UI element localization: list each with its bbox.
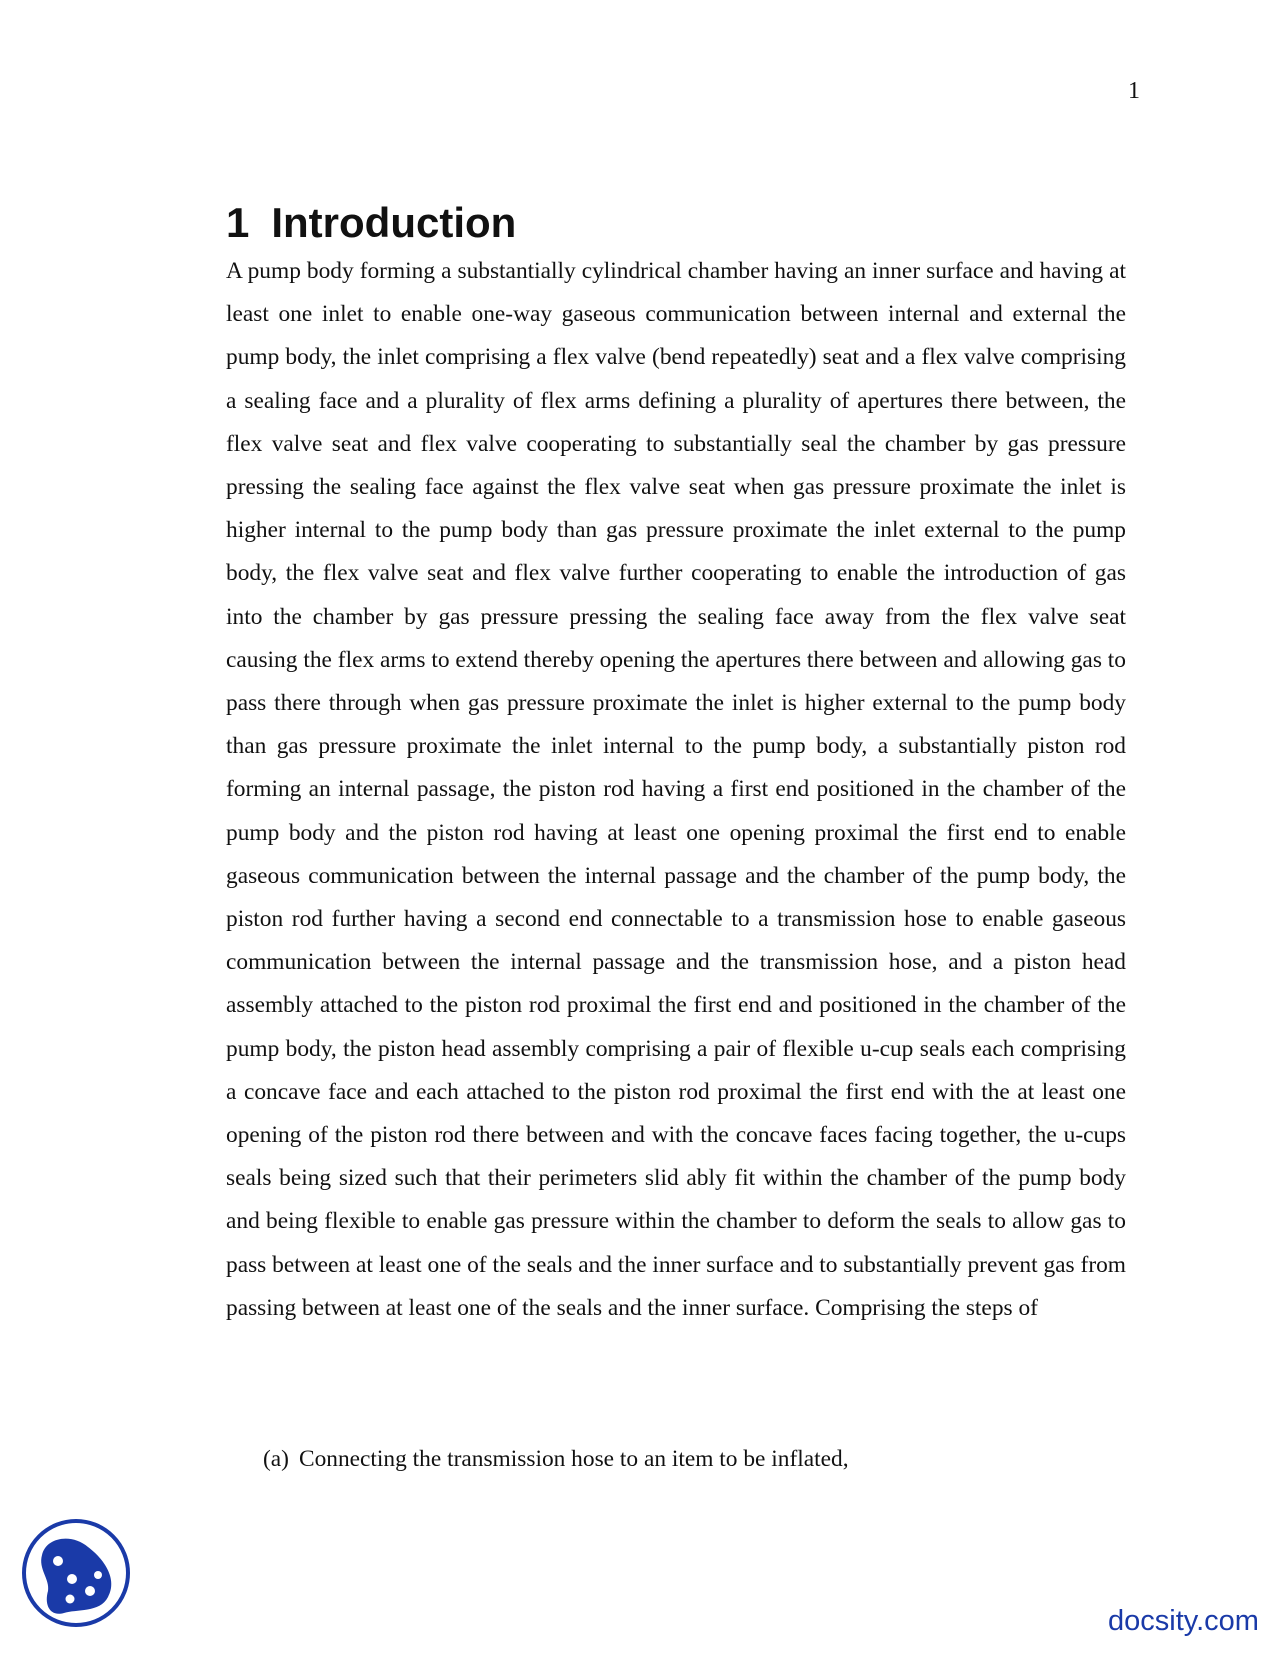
body-paragraph: A pump body forming a substantially cylindrical chamber having an inner surface and having at least one inlet to enable one-way gaseous communication between internal and external the pump body, the inlet comprising a flex valve (bend repeatedly) seat and a flex valve comprising a sealing face and a plurality of flex arms defining a plurality of apertures there between, the flex valve seat and flex valve cooperating to substantially seal the chamber by gas pressure pressing the sealing face against the flex valve seat when gas pressure proximate the inlet is higher internal to the pump body than gas pressure proximate the inlet external to the pump body, the flex valve seat and flex valve further cooperating to enable the introduction of gas into the chamber by gas pressure pressing the sealing face away from the flex valve seat causing the flex arms to extend thereby opening the apertures there between and allowing gas to pass there through when gas pressure proximate the inlet is higher external to the pump body than gas pressure proximate the inlet internal to the pump body, a substantially piston rod forming an internal passage, the piston rod having a first end positioned in the chamber of the pump body and the piston rod having at least one opening proximal the first end to enable gaseous communication between the internal passage and the chamber of the pump body, the piston rod further having a second end connectable to a transmission hose to enable gaseous communication between the internal passage and the transmission hose, and a piston head assembly attached to the piston rod proximal the first end and positioned in the chamber of the pump body, the piston head assembly comprising a pair of flexible u-cup seals each comprising a concave face and each attached to the piston rod proximal the first end with the at least one opening of the piston rod there between and with the concave faces facing together, the u-cups seals being sized such that their perimeters slid ably fit within the chamber of the pump body and being flexible to enable gas pressure within the chamber to deform the seals to allow gas to pass between at least one of the seals and the inner surface and to substantially prevent gas from passing between at least one of the seals and the inner surface. Comprising the steps of (226, 258, 1126, 1321)
section-heading (226, 197, 516, 249)
section-title: Introduction (271, 199, 517, 246)
step-label: (a) (263, 1446, 289, 1472)
section-number: 1 (226, 199, 250, 246)
list-item (263, 1441, 1123, 1477)
steps-list (263, 1441, 1123, 1477)
docsity-logo-icon[interactable] (20, 1517, 132, 1629)
page-number: 1 (1128, 78, 1140, 104)
docsity-link[interactable]: docsity.com (1108, 1605, 1259, 1637)
step-text: Connecting the transmission hose to an item to be inflated, (298, 1446, 849, 1472)
